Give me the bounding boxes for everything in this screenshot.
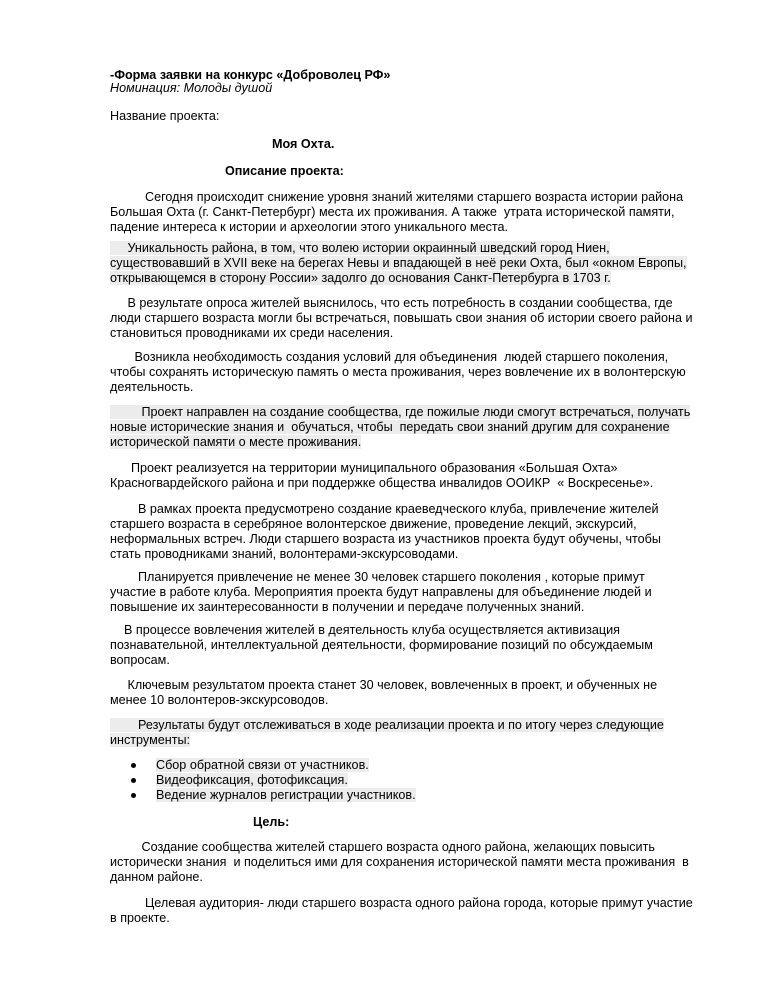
paragraph-line: открывающемся в сторону России» задолго до основания Санкт-Петербурга в 1703 г. <box>110 271 611 285</box>
bullet-icon <box>131 793 136 798</box>
list-item-text: Сбор обратной связи от участников. <box>156 758 369 772</box>
paragraph-3 <box>110 296 715 341</box>
paragraph-line: падение интереса к истории и археологии этого уникального места. <box>110 220 509 234</box>
paragraph-line: Результаты будут отслеживаться в ходе реализации проекта и по итогу через следующие <box>110 718 664 732</box>
paragraph-line: старшего возраста в серебряное волонтерское движение, проведение лекций, экскурсий, <box>110 517 637 531</box>
project-name: Моя Охта. <box>272 137 335 151</box>
paragraph-1 <box>110 190 715 235</box>
paragraph-line: Красногвардейского района и при поддержке общества инвалидов ООИКР « Воскресенье». <box>110 476 654 490</box>
nomination: Номинация: Молоды душой <box>110 81 273 95</box>
paragraph-line: инструменты: <box>110 733 191 747</box>
paragraph-line: исторической памяти о месте проживания. <box>110 435 362 449</box>
paragraph-line: Уникальность района, в том, что волею истории окраинный шведский город Ниен, <box>110 241 610 255</box>
paragraph-line: Ключевым результатом проекта станет 30 человек, вовлеченных в проект, и обученных не <box>110 678 658 692</box>
list-item <box>110 773 416 788</box>
paragraph-line: В процессе вовлечения жителей в деятельность клуба осуществляется активизация <box>110 623 620 637</box>
audience-paragraph <box>110 896 715 926</box>
list-item-text: Ведение журналов регистрации участников. <box>156 788 416 802</box>
paragraph-7 <box>110 502 715 562</box>
list-item <box>110 758 416 773</box>
paragraph-6 <box>110 461 715 491</box>
paragraph-line: участие в работе клуба. Мероприятия проекта будут направлены для объединение людей и <box>110 585 652 599</box>
paragraph-line: Создание сообщества жителей старшего возраста одного района, желающих повысить <box>110 840 655 854</box>
goal-heading: Цель: <box>253 815 290 829</box>
form-title: -Форма заявки на конкурс «Доброволец РФ» <box>110 68 391 82</box>
paragraph-line: исторически знания и поделиться ими для сохранения исторической памяти места проживания в <box>110 855 689 869</box>
paragraph-line: Возникла необходимость создания условий для объединения людей старшего поколения, <box>110 350 669 364</box>
paragraph-4 <box>110 350 715 395</box>
bullet-icon <box>131 763 136 768</box>
project-name-label: Название проекта: <box>110 109 220 123</box>
paragraph-line: В результате опроса жителей выяснилось, что есть потребность в создании сообщества, где <box>110 296 673 310</box>
paragraph-line: существовавший в XVII веке на берегах Невы и впадающей в неё реки Охта, был «окном Европы, <box>110 256 687 270</box>
paragraph-10 <box>110 678 715 708</box>
paragraph-line: неформальных встреч. Люди старшего возраста из участников проекта будут обучены, чтобы <box>110 532 661 546</box>
paragraph-line: Планируется привлечение не менее 30 человек старшего поколения , которые примут <box>110 570 645 584</box>
paragraph-line: Сегодня происходит снижение уровня знаний жителями старшего возраста истории района <box>110 190 684 204</box>
results-tools-list <box>110 758 416 803</box>
paragraph-line: в проекте. <box>110 911 170 925</box>
paragraph-5 <box>110 405 715 450</box>
paragraph-line: менее 10 волонтеров-экскурсоводов. <box>110 693 329 707</box>
paragraph-line: познавательной, интеллектуальной деятельности, формирование позиций по обсуждаемым <box>110 638 653 652</box>
paragraph-2 <box>110 241 715 286</box>
paragraph-11 <box>110 718 715 748</box>
paragraph-line: Большая Охта (г. Санкт-Петербург) места их проживания. А также утрата исторической памяти, <box>110 205 675 219</box>
description-heading: Описание проекта: <box>225 164 344 178</box>
paragraph-line: повышение их заинтересованности в получении и передаче полученных знаний. <box>110 600 585 614</box>
paragraph-line: новые исторические знания и обучаться, чтобы передать свои знаний другим для сохранение <box>110 420 670 434</box>
paragraph-line: Проект реализуется на территории муниципального образования «Большая Охта» <box>110 461 618 475</box>
paragraph-line: данном районе. <box>110 870 203 884</box>
paragraph-line: вопросам. <box>110 653 170 667</box>
list-item-text: Видеофиксация, фотофиксация. <box>156 773 348 787</box>
paragraph-line: деятельность. <box>110 380 194 394</box>
paragraph-line: Целевая аудитория- люди старшего возраста одного района города, которые примут участие <box>110 896 693 910</box>
paragraph-line: становиться проводниками их среди населения. <box>110 326 394 340</box>
goal-paragraph <box>110 840 715 885</box>
paragraph-line: Проект направлен на создание сообщества, где пожилые люди смогут встречаться, получать <box>110 405 691 419</box>
paragraph-line: стать проводниками знаний, волонтерами-экскурсоводами. <box>110 547 459 561</box>
bullet-icon <box>131 778 136 783</box>
paragraph-line: люди старшего возраста могли бы встречаться, повышать свои знания об истории своего района и <box>110 311 693 325</box>
paragraph-9 <box>110 623 715 668</box>
paragraph-8 <box>110 570 715 615</box>
list-item <box>110 788 416 803</box>
paragraph-line: чтобы сохранять историческую память о места проживания, через вовлечение их в волонтерскую <box>110 365 686 379</box>
paragraph-line: В рамках проекта предусмотрено создание краеведческого клуба, привлечение жителей <box>110 502 659 516</box>
